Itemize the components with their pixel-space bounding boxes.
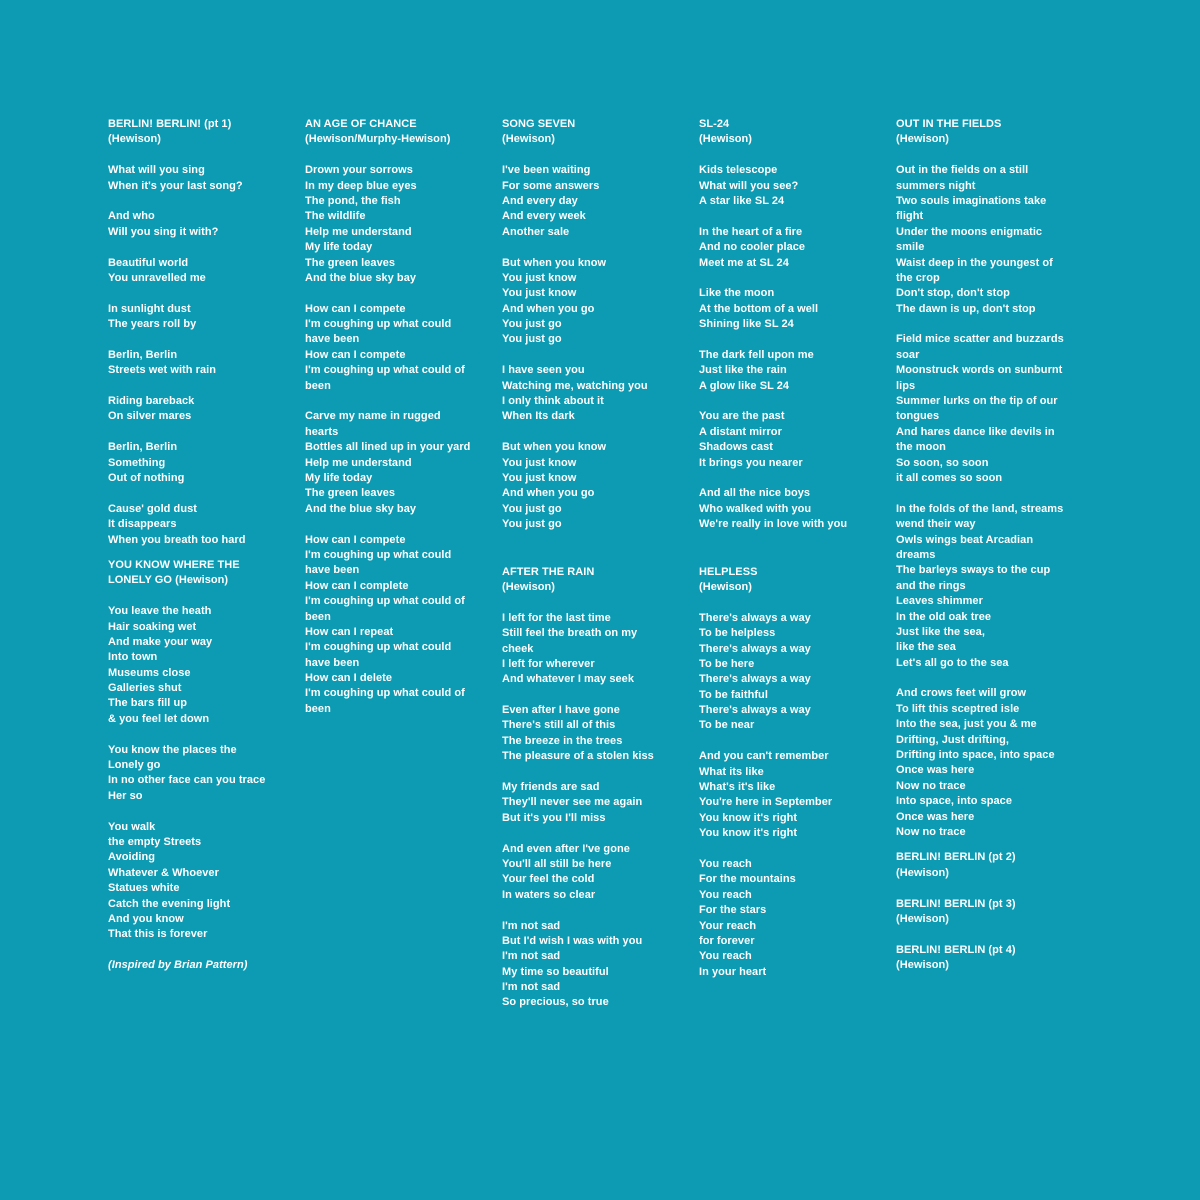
lyric-line: The bars fill up — [108, 697, 188, 710]
lyric-line: To be near — [699, 719, 755, 732]
stanza-gap — [108, 727, 286, 742]
lyric-line: You just know — [502, 271, 577, 284]
lyric-line: I'm coughing up what could of — [305, 687, 465, 700]
lyric-line: You unravelled me — [108, 271, 206, 284]
lyric-line: The pond, the fish — [305, 194, 401, 207]
lyric-line: (Hewison) — [896, 866, 950, 879]
lyric-line: You reach — [699, 888, 752, 901]
lyric-line: I'm coughing up what could of — [305, 364, 465, 377]
lyric-line: My life today — [305, 241, 373, 254]
lyric-line: The green leaves — [305, 256, 396, 269]
lyric-line: A glow like SL 24 — [699, 379, 790, 392]
lyric-line: There's still all of this — [502, 719, 616, 732]
lyric-line: Under the moons enigmatic — [896, 225, 1043, 238]
song-title: SONG SEVEN — [502, 118, 576, 130]
lyric-line: In sunlight dust — [108, 302, 191, 315]
stanza-gap — [699, 842, 877, 857]
lyric-line: And when you go — [502, 302, 595, 315]
lyric-line: But I'd wish I was with you — [502, 934, 643, 947]
song-title: AN AGE OF CHANCE — [305, 118, 417, 130]
lyric-line: I left for the last time — [502, 611, 611, 624]
lyric-line: When you breath too hard — [108, 533, 246, 546]
lyric-line: (Hewison) — [699, 580, 753, 593]
lyric-line: & you feel let down — [108, 712, 210, 725]
lyric-line: I'm not sad — [502, 981, 561, 994]
lyric-line: the empty Streets — [108, 835, 202, 848]
lyric-line: When it's your last song? — [108, 179, 243, 192]
lyric-line: You know the places the — [108, 743, 237, 756]
lyric-line: have been — [305, 564, 360, 577]
lyric-line: What will you sing — [108, 164, 205, 177]
lyric-line: A distant mirror — [699, 425, 782, 438]
stanza-gap — [305, 517, 483, 532]
lyric-line: It brings you nearer — [699, 456, 803, 469]
lyric-line: Her so — [108, 789, 143, 802]
lyric-line: And every day — [502, 194, 578, 207]
lyric-line: You just go — [502, 518, 562, 531]
lyric-line: Shadows cast — [699, 441, 773, 454]
lyric-line: been — [305, 702, 331, 715]
lyric-line: What its like — [699, 765, 764, 778]
stanza-gap — [108, 240, 286, 255]
lyric-line: (Hewison) — [699, 133, 753, 146]
lyric-line: And who — [108, 210, 155, 223]
stanza-gap — [699, 148, 877, 163]
stanza-gap — [305, 148, 483, 163]
lyric-line: Like the moon — [699, 287, 775, 300]
lyric-line: You walk — [108, 820, 156, 833]
lyrics-column-3 — [502, 117, 680, 1011]
stanza-gap — [108, 943, 286, 958]
lyric-line: The dark fell upon me — [699, 348, 814, 361]
lyric-line: Streets wet with rain — [108, 364, 217, 377]
lyric-line: They'll never see me again — [502, 796, 643, 809]
stanza-gap — [108, 194, 286, 209]
lyric-line: You just go — [502, 318, 562, 331]
lyric-line: Leaves shimmer — [896, 595, 983, 608]
lyric-line: Your feel the cold — [502, 873, 595, 886]
lyric-line: Into space, into space — [896, 795, 1013, 808]
lyric-line: Now no trace — [896, 825, 966, 838]
stanza-gap — [108, 804, 286, 819]
lyric-line: How can I repeat — [305, 625, 394, 638]
lyric-line: cheek — [502, 642, 534, 655]
stanza-gap — [108, 486, 286, 501]
lyric-line: On silver mares — [108, 410, 192, 423]
song-title: OUT IN THE FIELDS — [896, 118, 1002, 130]
stanza-gap — [699, 394, 877, 409]
lyric-line: it all comes so soon — [896, 471, 1003, 484]
stanza-gap — [305, 286, 483, 301]
lyric-line: Owls wings beat Arcadian — [896, 533, 1034, 546]
lyric-line: Once was here — [896, 764, 975, 777]
lyric-line: In the folds of the land, streams — [896, 502, 1064, 515]
lyric-line: But it's you I'll miss — [502, 811, 606, 824]
lyric-line: The dawn is up, don't stop — [896, 302, 1036, 315]
lyric-line: I'm coughing up what could of — [305, 595, 465, 608]
stanza-gap — [699, 734, 877, 749]
lyric-line: Moonstruck words on sunburnt — [896, 364, 1063, 377]
song-title: BERLIN! BERLIN (pt 2) — [896, 851, 1016, 864]
song-title: BERLIN! BERLIN (pt 4) — [896, 943, 1016, 956]
lyric-line: That this is forever — [108, 928, 208, 941]
lyric-line: But when you know — [502, 441, 607, 454]
lyric-line: Just like the sea, — [896, 625, 985, 638]
song-title: BERLIN! BERLIN! (pt 1) — [108, 118, 232, 130]
lyric-line: You just go — [502, 502, 562, 515]
song-title: YOU KNOW WHERE THE — [108, 558, 240, 571]
stanza-gap — [502, 148, 680, 163]
song-title: HELPLESS — [699, 565, 758, 578]
lyric-line: (Hewison) — [108, 133, 162, 146]
stanza-gap — [502, 533, 680, 565]
lyric-line: (Hewison) — [502, 133, 556, 146]
lyric-line: You leave the heath — [108, 605, 212, 618]
lyric-line: Even after I have gone — [502, 704, 620, 717]
lyric-line: dreams — [896, 548, 936, 561]
lyrics-column-5 — [896, 117, 1074, 973]
lyric-line: Out in the fields on a still — [896, 164, 1029, 177]
lyric-line: I'm not sad — [502, 950, 561, 963]
song-title: SL-24 — [699, 118, 730, 130]
lyric-line: My friends are sad — [502, 781, 600, 794]
lyric-line: The barleys sways to the cup — [896, 564, 1051, 577]
lyric-line: wend their way — [896, 518, 976, 531]
lyric-line: You just know — [502, 287, 577, 300]
lyric-line: To be here — [699, 657, 755, 670]
lyric-line: Drifting into space, into space — [896, 749, 1055, 762]
lyric-line: Cause' gold dust — [108, 502, 197, 515]
lyric-line: The pleasure of a stolen kiss — [502, 750, 654, 763]
stanza-gap — [305, 394, 483, 409]
lyric-line: and the rings — [896, 579, 966, 592]
lyric-line: (Inspired by Brian Pattern) — [108, 959, 248, 972]
lyric-line: You are the past — [699, 410, 785, 423]
lyric-line: There's always a way — [699, 673, 811, 686]
lyric-line: You just know — [502, 456, 577, 469]
lyric-line: Catch the evening light — [108, 897, 231, 910]
stanza-gap — [108, 589, 286, 604]
lyric-line: Field mice scatter and buzzards — [896, 333, 1064, 346]
lyric-line: In my deep blue eyes — [305, 179, 417, 192]
lyric-line: And even after I've gone — [502, 842, 630, 855]
lyric-line: You know it's right — [699, 827, 798, 840]
lyric-line: Statues white — [108, 882, 180, 895]
song-title: BERLIN! BERLIN (pt 3) — [896, 897, 1016, 910]
lyric-line: Let's all go to the sea — [896, 656, 1009, 669]
lyric-line: like the sea — [896, 641, 956, 654]
lyric-line: Help me understand — [305, 456, 412, 469]
lyric-line: Who walked with you — [699, 502, 812, 515]
lyric-line: Whatever & Whoever — [108, 866, 219, 879]
lyric-line: (Hewison/Murphy-Hewison) — [305, 133, 451, 146]
lyric-line: You reach — [699, 857, 752, 870]
stanza-gap — [896, 927, 1074, 942]
lyric-line: You'll all still be here — [502, 857, 612, 870]
lyric-line: There's always a way — [699, 704, 811, 717]
stanza-gap — [896, 881, 1074, 896]
stanza-gap — [896, 671, 1074, 686]
lyric-line: Still feel the breath on my — [502, 627, 638, 640]
lyric-line: The green leaves — [305, 487, 396, 500]
lyric-line: What will you see? — [699, 179, 799, 192]
lyric-line: Waist deep in the youngest of — [896, 256, 1053, 269]
stanza-gap — [699, 271, 877, 286]
lyric-line: In the old oak tree — [896, 610, 992, 623]
stanza-gap — [502, 826, 680, 841]
lyric-line: We're really in love with you — [699, 518, 848, 531]
lyric-line: (Hewison) — [502, 580, 556, 593]
lyric-line: Out of nothing — [108, 471, 185, 484]
lyric-line: For the stars — [699, 904, 767, 917]
lyric-line: In your heart — [699, 965, 767, 978]
lyric-line: smile — [896, 241, 925, 254]
stanza-gap — [502, 348, 680, 363]
song-title: AFTER THE RAIN — [502, 565, 595, 578]
lyric-line: In no other face can you trace — [108, 774, 266, 787]
lyric-line: LONELY GO (Hewison) — [108, 574, 229, 587]
stanza-gap — [108, 379, 286, 394]
lyric-line: You just go — [502, 333, 562, 346]
lyric-line: I left for wherever — [502, 657, 595, 670]
lyric-line: To be faithful — [699, 688, 768, 701]
lyric-line: Another sale — [502, 225, 570, 238]
lyric-line: You reach — [699, 950, 752, 963]
lyric-line: You just know — [502, 471, 577, 484]
lyric-line: In the heart of a fire — [699, 225, 803, 238]
lyric-line: How can I compete — [305, 302, 406, 315]
stanza-gap — [896, 148, 1074, 163]
lyrics-column-1 — [108, 117, 286, 973]
lyric-line: Drifting, Just drifting, — [896, 733, 1010, 746]
lyric-line: Bottles all lined up in your yard — [305, 441, 471, 454]
lyric-line: I've been waiting — [502, 164, 591, 177]
lyric-line: soar — [896, 348, 920, 361]
lyric-line: Drown your sorrows — [305, 164, 413, 177]
lyric-line: At the bottom of a well — [699, 302, 819, 315]
lyric-line: Into town — [108, 651, 158, 664]
lyric-line: The wildlife — [305, 210, 366, 223]
lyric-line: And every week — [502, 210, 586, 223]
stanza-gap — [699, 209, 877, 224]
lyric-line: have been — [305, 656, 360, 669]
stanza-gap — [896, 840, 1074, 850]
stanza-gap — [896, 317, 1074, 332]
lyric-line: Watching me, watching you — [502, 379, 648, 392]
lyric-line: Meet me at SL 24 — [699, 256, 789, 269]
lyric-line: (Hewison) — [896, 133, 950, 146]
lyric-line: So soon, so soon — [896, 456, 989, 469]
lyric-line: been — [305, 610, 331, 623]
lyric-line: And hares dance like devils in — [896, 425, 1055, 438]
stanza-gap — [108, 425, 286, 440]
lyric-line: And you can't remember — [699, 750, 829, 763]
stanza-gap — [108, 148, 286, 163]
stanza-gap — [502, 765, 680, 780]
lyric-line: Once was here — [896, 810, 975, 823]
lyric-line: Will you sing it with? — [108, 225, 219, 238]
stanza-gap — [699, 595, 877, 610]
lyric-line: For the mountains — [699, 873, 796, 886]
stanza-gap — [896, 486, 1074, 501]
lyric-line: the crop — [896, 271, 940, 284]
lyric-line: Carve my name in rugged — [305, 410, 441, 423]
lyric-line: tongues — [896, 410, 940, 423]
stanza-gap — [108, 548, 286, 558]
stanza-gap — [502, 903, 680, 918]
lyric-line: And the blue sky bay — [305, 502, 417, 515]
lyric-line: But when you know — [502, 256, 607, 269]
lyric-line: How can I compete — [305, 348, 406, 361]
lyric-line: Hair soaking wet — [108, 620, 197, 633]
stanza-gap — [502, 425, 680, 440]
lyric-line: There's always a way — [699, 611, 811, 624]
lyric-line: And make your way — [108, 635, 213, 648]
stanza-gap — [502, 240, 680, 255]
lyric-line: I'm coughing up what could — [305, 548, 452, 561]
lyric-line: Berlin, Berlin — [108, 348, 178, 361]
lyric-line: And the blue sky bay — [305, 271, 417, 284]
lyric-line: (Hewison) — [896, 959, 950, 972]
lyric-line: Something — [108, 456, 166, 469]
lyric-line: For some answers — [502, 179, 600, 192]
lyric-line: the moon — [896, 441, 946, 454]
lyric-line: Lonely go — [108, 759, 161, 772]
lyric-line: Berlin, Berlin — [108, 441, 178, 454]
lyric-line: How can I delete — [305, 672, 392, 685]
stanza-gap — [502, 595, 680, 610]
lyric-line: I have seen you — [502, 364, 585, 377]
lyric-line: Your reach — [699, 919, 757, 932]
lyric-line: Museums close — [108, 666, 191, 679]
lyric-line: hearts — [305, 425, 339, 438]
lyric-line: I only think about it — [502, 395, 604, 408]
stanza-gap — [699, 332, 877, 347]
lyric-line: My life today — [305, 471, 373, 484]
lyric-line: Kids telescope — [699, 164, 778, 177]
lyric-line: The breeze in the trees — [502, 734, 623, 747]
lyric-line: Shining like SL 24 — [699, 318, 794, 331]
lyric-line: And whatever I may seek — [502, 673, 634, 686]
lyric-line: You're here in September — [699, 796, 833, 809]
lyric-line: I'm coughing up what could — [305, 641, 452, 654]
lyric-line: And all the nice boys — [699, 487, 811, 500]
lyric-line: So precious, so true — [502, 996, 609, 1009]
lyric-line: Riding bareback — [108, 395, 195, 408]
lyric-line: for forever — [699, 934, 755, 947]
lyrics-column-4 — [699, 117, 877, 980]
lyric-line: Don't stop, don't stop — [896, 287, 1010, 300]
lyric-line: And when you go — [502, 487, 595, 500]
lyrics-column-2 — [305, 117, 483, 717]
lyric-line: been — [305, 379, 331, 392]
lyric-line: Galleries shut — [108, 682, 182, 695]
lyric-line: Beautiful world — [108, 256, 189, 269]
lyric-line: And no cooler place — [699, 241, 806, 254]
lyric-line: You know it's right — [699, 811, 798, 824]
lyric-line: And crows feet will grow — [896, 687, 1027, 700]
lyric-line: The years roll by — [108, 318, 197, 331]
stanza-gap — [699, 533, 877, 565]
lyric-line: Into the sea, just you & me — [896, 718, 1037, 731]
lyric-line: Avoiding — [108, 851, 156, 864]
lyric-line: To be helpless — [699, 627, 776, 640]
lyric-line: When Its dark — [502, 410, 575, 423]
lyric-line: And you know — [108, 912, 184, 925]
lyric-line: Just like the rain — [699, 364, 787, 377]
lyric-line: summers night — [896, 179, 976, 192]
lyric-line: How can I compete — [305, 533, 406, 546]
lyric-line: How can I complete — [305, 579, 409, 592]
lyric-line: In waters so clear — [502, 888, 596, 901]
lyric-line: lips — [896, 379, 916, 392]
lyric-line: A star like SL 24 — [699, 194, 785, 207]
lyric-line: (Hewison) — [896, 912, 950, 925]
lyric-line: Two souls imaginations take — [896, 194, 1047, 207]
lyric-line: There's always a way — [699, 642, 811, 655]
lyric-line: It disappears — [108, 518, 177, 531]
lyric-line: have been — [305, 333, 360, 346]
lyric-line: My time so beautiful — [502, 965, 609, 978]
stanza-gap — [502, 688, 680, 703]
lyric-line: To lift this sceptred isle — [896, 702, 1020, 715]
stanza-gap — [108, 332, 286, 347]
lyric-line: Now no trace — [896, 779, 966, 792]
lyric-line: Summer lurks on the tip of our — [896, 395, 1058, 408]
stanza-gap — [108, 286, 286, 301]
lyric-line: I'm not sad — [502, 919, 561, 932]
lyric-line: What's it's like — [699, 781, 776, 794]
lyric-line: flight — [896, 210, 924, 223]
lyric-line: I'm coughing up what could — [305, 318, 452, 331]
stanza-gap — [699, 471, 877, 486]
lyric-line: Help me understand — [305, 225, 412, 238]
